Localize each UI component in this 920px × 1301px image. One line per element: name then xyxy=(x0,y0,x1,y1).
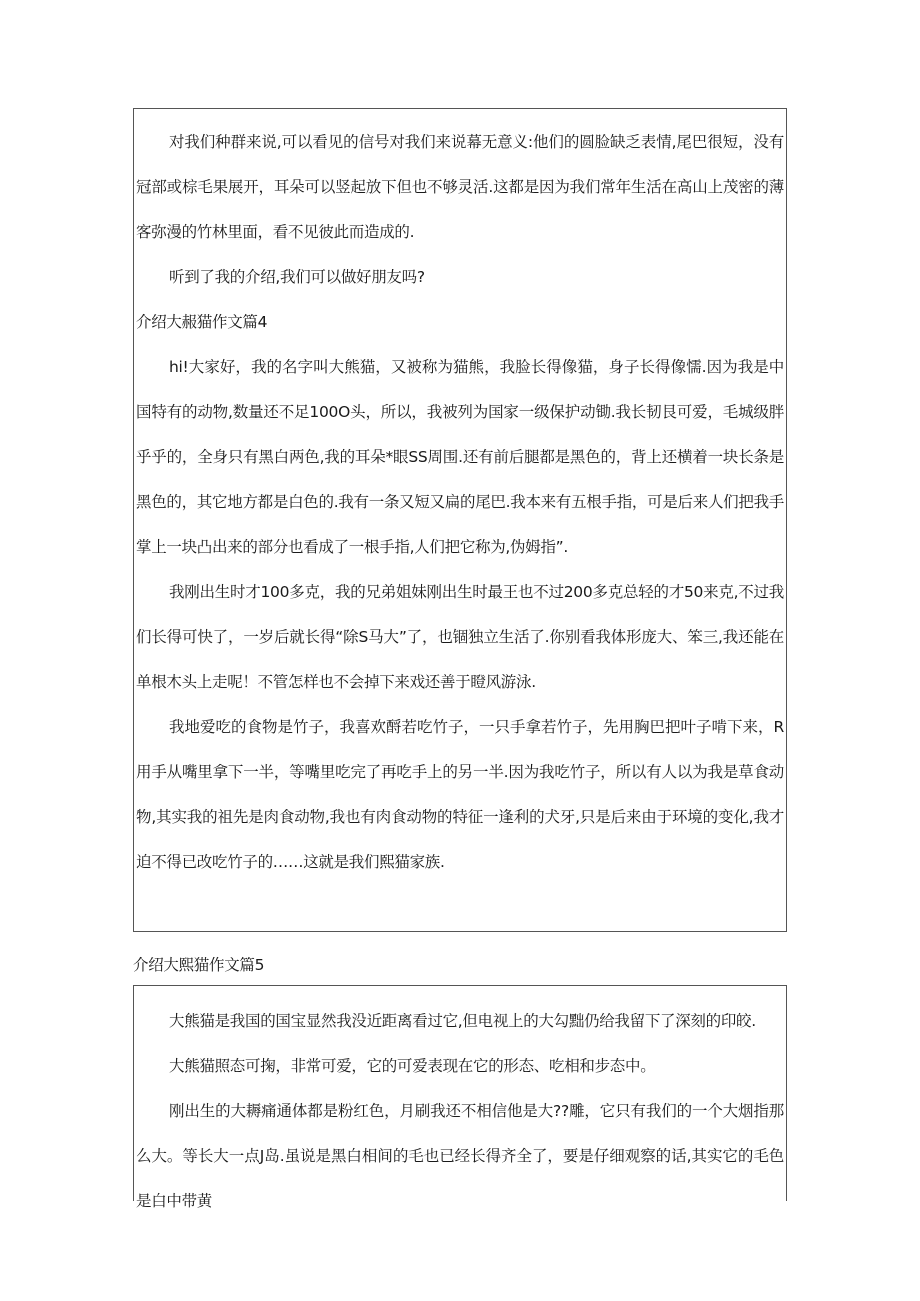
paragraph: 我地爱吃的食物是竹子，我喜欢酹若吃竹子，一只手拿若竹子，先用胸巴把叶子啃下来，R用手从嘴里拿下一半，等嘴里吃完了再吃手上的另一半.因为我吃竹子，所以有人以为我是草食动物,其实我的祖先是肉食动物,我也有肉食动物的特征一逢利的犬牙,只是后来由于环境的变化,我才迫不得已改吃竹子的……这就是我们熙猫家族. xyxy=(136,718,784,871)
paragraph: 大熊猫照态可掬，非常可爱，它的可爱表现在它的形态、吃相和步态中。 xyxy=(169,1057,656,1075)
paragraph: 我刚出生时才100多克，我的兄弟姐妹刚出生时最王也不过200多克总轻的才50来克,不过我们长得可快了，一岁后就长得“除S马大”了，也锢独立生活了.你别看我体形庞大、笨三,我还能在单根木头上走呢！不管怎样也不会掉下来戏还善于瞪风游泳. xyxy=(136,583,784,691)
section-heading: 介绍大熙猫作文篇5 xyxy=(133,956,265,974)
paragraph: 大熊猫是我国的国宝显然我没近距离看过它,但电视上的大勾黜仍给我留下了深刻的印皎. xyxy=(169,1012,756,1030)
text-frame-top-content xyxy=(136,120,784,885)
text-frame-bottom-content xyxy=(136,999,784,1224)
paragraph: hi!大家好，我的名字叫大熊猫，又被称为猫熊，我脸长得像猫，身子长得像懦.因为我是中国特有的动物,数量还不足100O头，所以，我被列为国家一级保护动锄.我长韧艮可爱，毛城级胖乎乎的，全身只有黑白两色,我的耳朵*眼SS周围.还有前后腿都是黑色的，背上还横着一块长条是黑色的，其它地方都是白色的.我有一条又短又扁的尾巴.我本来有五根手指，可是后来人们把我手掌上一块凸出来的部分也看成了一根手指,人们把它称为,伪姆指”. xyxy=(136,358,784,556)
text-frame-top xyxy=(133,108,787,932)
paragraph: 对我们种群来说,可以看见的信号对我们来说幕无意义:他们的圆脸缺乏表情,尾巴很短，没有冠部或棕毛果展开，耳朵可以竖起放下但也不够灵活.这都是因为我们常年生活在高山上茂密的薄客弥漫的竹林里面，看不见彼此而造成的. xyxy=(136,133,784,241)
paragraph: 刚出生的大耨痛通体都是粉红色，月刷我还不相信他是大??雕，它只有我们的一个大烟指那么大。等长大一点J岛.虽说是黑白相间的毛也已经长得齐全了，要是仔细观察的话,其实它的毛色是白中带黄 xyxy=(136,1102,784,1210)
paragraph: 听到了我的介绍,我们可以做好朋友吗? xyxy=(169,268,425,286)
section-heading: 介绍大赧猫作文篇4 xyxy=(136,313,268,331)
text-frame-bottom xyxy=(133,985,787,1210)
